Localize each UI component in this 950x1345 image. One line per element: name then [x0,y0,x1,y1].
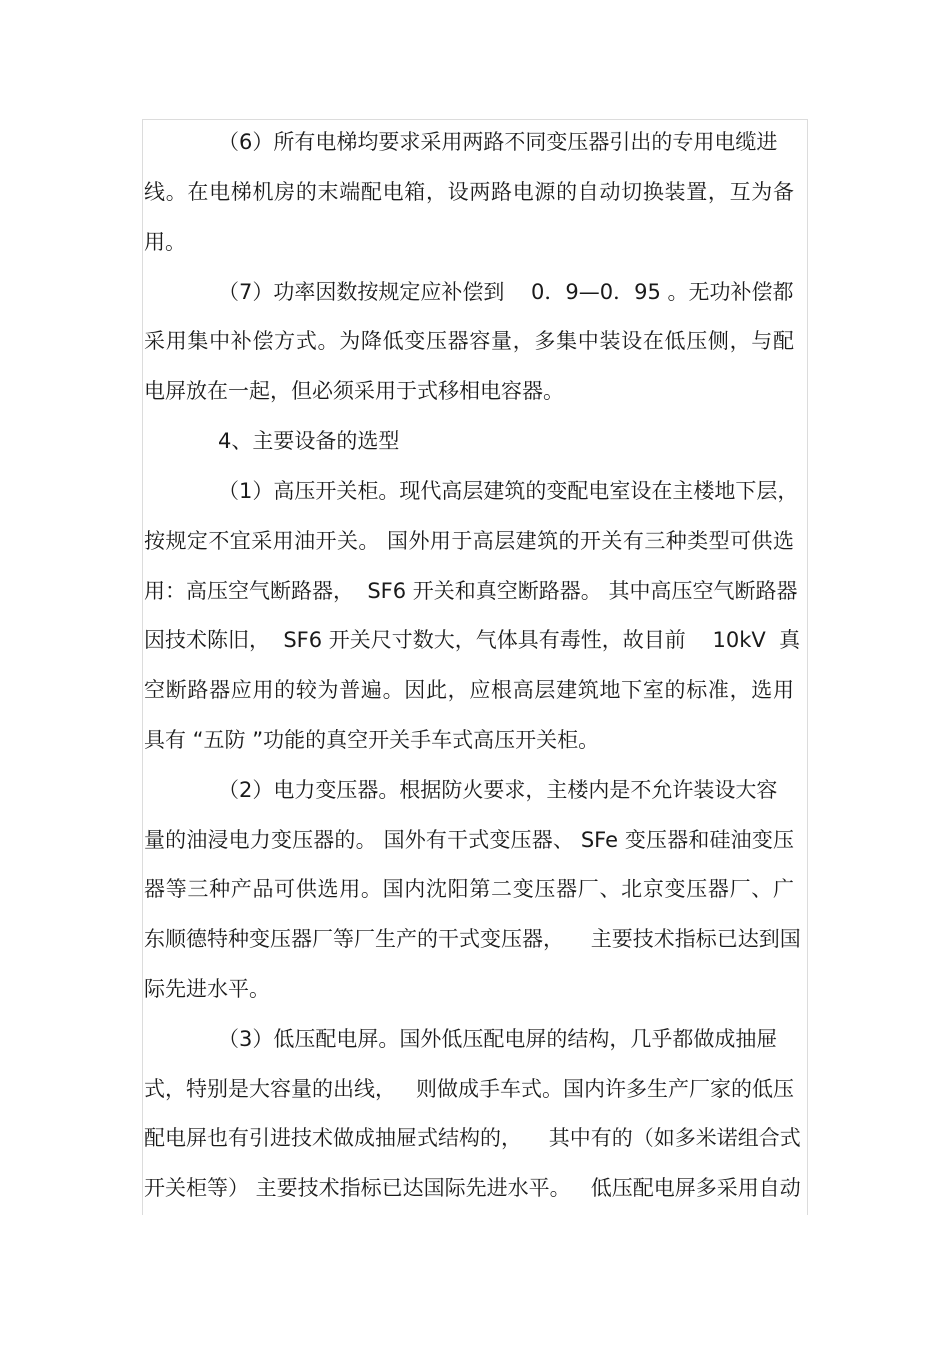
text-line: 因技术陈旧， SF6 开关尺寸数大，气体具有毒性，故目前 10kV 真 [144,628,801,652]
text-line: （7）功率因数按规定应补偿到 0．9—0．95 。无功补偿都 [218,280,794,304]
text-line: 式，特别是大容量的出线， 则做成手车式。国内许多生产厂家的低压 [144,1077,795,1101]
text-line: 采用集中补偿方式。为降低变压器容量，多集中装设在低压侧，与配 [144,329,794,353]
text-line: （3）低压配电屏。国外低压配电屏的结构，几乎都做成抽屉 [218,1027,778,1051]
text-line: （2）电力变压器。根据防火要求，主楼内是不允许装设大容 [218,778,778,802]
text-line: 线。在电梯机房的末端配电箱，设两路电源的自动切换装置，互为备 [144,180,794,204]
text-line: 具有 “五防 ”功能的真空开关手车式高压开关柜。 [144,728,600,752]
text-line: 开关柜等） 主要技术指标已达国际先进水平。 低压配电屏多采用自动 [144,1176,801,1200]
text-line: 量的油浸电力变压器的。 国外有干式变压器、 SFe 变压器和硅油变压 [144,828,794,852]
section-heading: 4、主要设备的选型 [218,429,400,453]
text-line: 按规定不宜采用油开关。 国外用于高层建筑的开关有三种类型可供选 [144,529,794,553]
text-line: 空断路器应用的较为普遍。因此，应根高层建筑地下室的标准，选用 [144,678,794,702]
text-line: （6）所有电梯均要求采用两路不同变压器引出的专用电缆进 [218,130,778,154]
text-line: 用：高压空气断路器， SF6 开关和真空断路器。 其中高压空气断路器 [144,579,798,603]
text-line: 用。 [144,230,186,254]
text-line: （1）高压开关柜。现代高层建筑的变配电室设在主楼地下层， [218,479,799,503]
text-line: 际先进水平。 [144,977,270,1001]
text-line: 东顺德特种变压器厂等厂生产的干式变压器， 主要技术指标已达到国 [144,927,801,951]
text-line: 器等三种产品可供选用。国内沈阳第二变压器厂、北京变压器厂、广 [144,877,794,901]
text-line: 电屏放在一起，但必须采用于式移相电容器。 [144,379,564,403]
text-line: 配电屏也有引进技术做成抽屉式结构的， 其中有的（如多米诺组合式 [144,1126,801,1150]
